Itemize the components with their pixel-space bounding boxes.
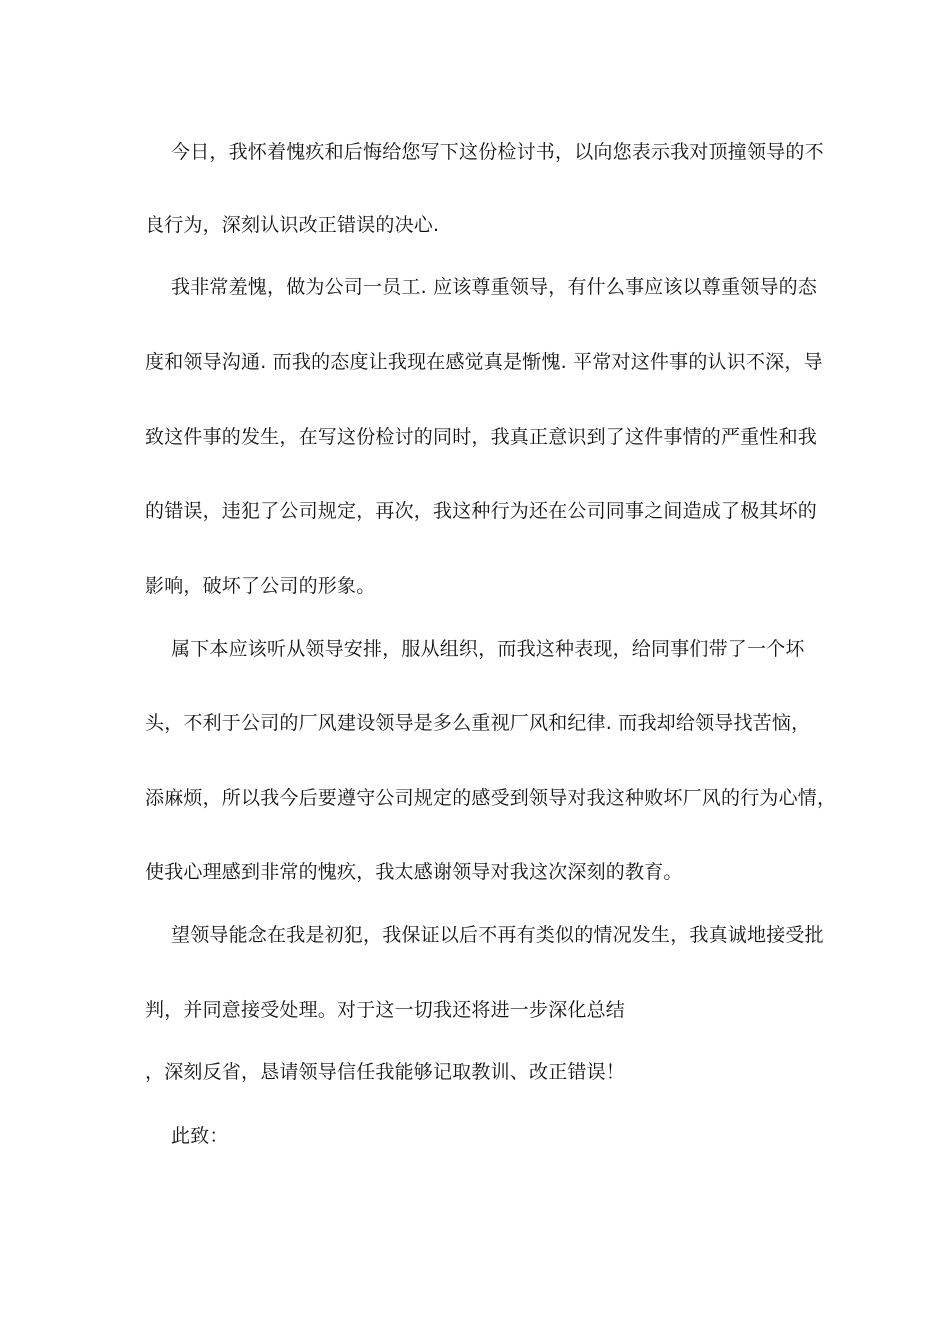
paragraph-3-line-1: 属下本应该听从领导安排，服从组织，而我这种表现，给同事们带了一个坏 [171,638,805,660]
paragraph-4-line-1: 望领导能念在我是初犯，我保证以后不再有类似的情况发生，我真诚地接受批 [171,924,824,946]
paragraph-4-line-2: 判，并同意接受处理。对于这一切我还将进一步深化总结 [145,999,626,1021]
paragraph-2-line-2: 度和领导沟通. 而我的态度让我现在感觉真是惭愧. 平常对这件事的认识不深，导 [145,351,823,373]
paragraph-2-line-1: 我非常羞愧，做为公司一员工. 应该尊重领导，有什么事应该以尊重领导的态 [171,276,818,298]
paragraph-1-line-2: 良行为，深刻认识改正错误的决心. [145,214,440,236]
paragraph-1-line-1: 今日，我怀着愧疚和后悔给您写下这份检讨书，以向您表示我对顶撞领导的不 [171,141,824,163]
paragraph-2-line-5: 影响，破坏了公司的形象。 [145,575,376,597]
paragraph-2-line-4: 的错误，违犯了公司规定，再次，我这种行为还在公司同事之间造成了极其坏的 [145,500,818,522]
closing-salutation: 此致： [171,1125,229,1147]
paragraph-2-line-3: 致这件事的发生，在写这份检讨的同时，我真正意识到了这件事情的严重性和我 [145,426,818,448]
paragraph-3-line-3: 添麻烦，所以我今后要遵守公司规定的感受到领导对我这种败坏厂风的行为心情， [145,787,837,809]
paragraph-4-line-3: ，深刻反省，恳请领导信任我能够记取教训、改正错误！ [145,1061,626,1083]
paragraph-3-line-4: 使我心理感到非常的愧疚，我太感谢领导对我这次深刻的教育。 [145,861,683,883]
paragraph-3-line-2: 头，不利于公司的厂风建设领导是多么重视厂风和纪律. 而我却给领导找苦恼， [145,712,811,734]
